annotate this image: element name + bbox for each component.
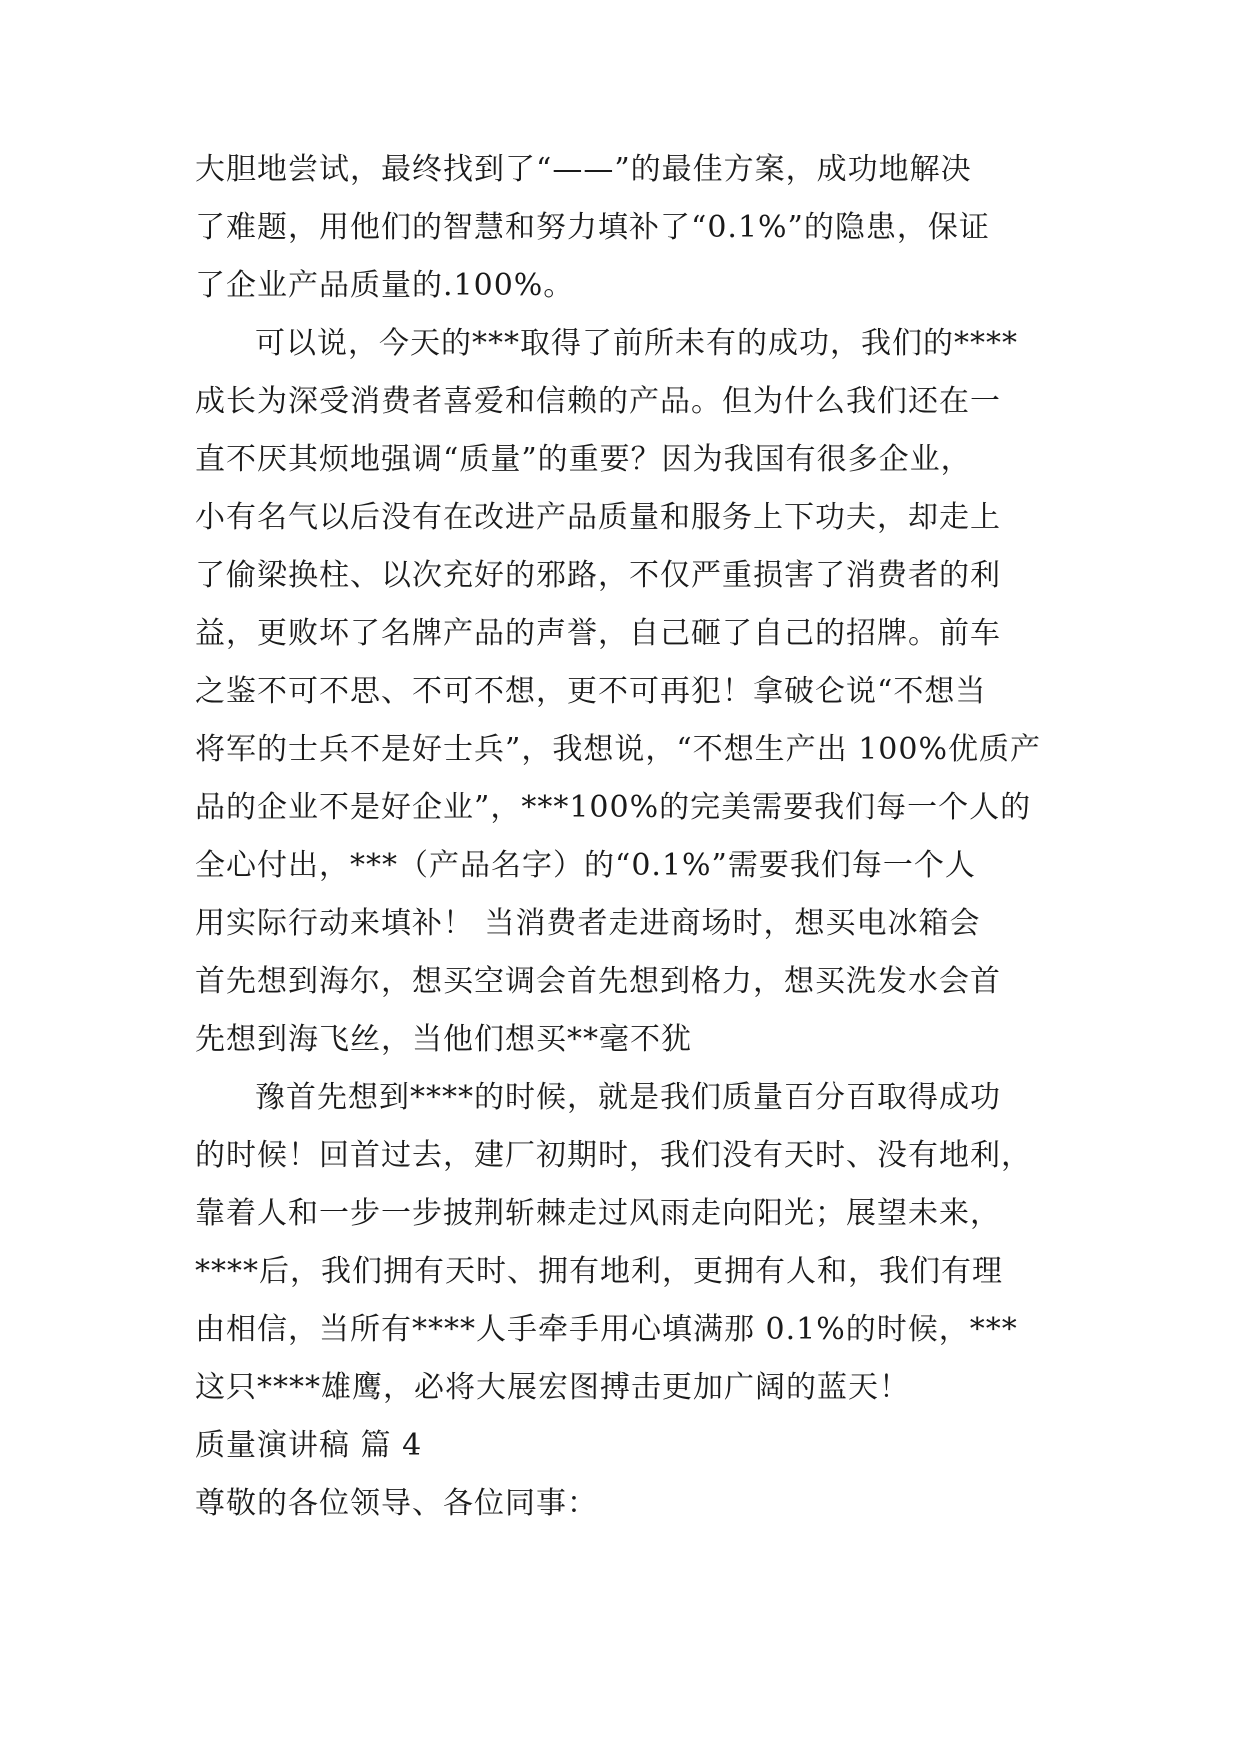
paragraph-line: 全心付出，***（产品名字）的“0.1%”需要我们每一个人 bbox=[195, 848, 976, 883]
paragraph-line: 这只****雄鹰，必将大展宏图搏击更加广阔的蓝天！ bbox=[195, 1370, 910, 1405]
paragraph-line: 用实际行动来填补！ 当消费者走进商场时，想买电冰箱会 bbox=[195, 906, 981, 941]
paragraph-line: 直不厌其烦地强调“质量”的重要？因为我国有很多企业， bbox=[195, 442, 972, 477]
paragraph-line: 了企业产品质量的.100%。 bbox=[195, 268, 575, 303]
paragraph-line: 先想到海飞丝，当他们想买**毫不犹 bbox=[195, 1022, 692, 1057]
paragraph-line: 之鉴不可不思、不可不想，更不可再犯！拿破仑说“不想当 bbox=[195, 674, 987, 709]
paragraph-line: 靠着人和一步一步披荆斩棘走过风雨走向阳光；展望未来， bbox=[195, 1196, 1001, 1231]
paragraph-line: 可以说，今天的***取得了前所未有的成功，我们的**** bbox=[255, 326, 1018, 361]
paragraph-line: 成长为深受消费者喜爱和信赖的产品。但为什么我们还在一 bbox=[195, 384, 1001, 419]
paragraph-line: 将军的士兵不是好士兵”，我想说，“不想生产出 100%优质产 bbox=[195, 732, 1041, 767]
paragraph-line: 了偷梁换柱、以次充好的邪路，不仅严重损害了消费者的利 bbox=[195, 558, 1001, 593]
paragraph-line: 首先想到海尔，想买空调会首先想到格力，想买洗发水会首 bbox=[195, 964, 1001, 999]
paragraph-line: 豫首先想到****的时候，就是我们质量百分百取得成功 bbox=[255, 1080, 1001, 1115]
paragraph-line: 大胆地尝试，最终找到了“——”的最佳方案，成功地解决 bbox=[195, 152, 972, 187]
paragraph-line: 由相信，当所有****人手牵手用心填满那 0.1%的时候，*** bbox=[195, 1312, 1018, 1347]
section-heading: 质量演讲稿 篇 4 bbox=[195, 1428, 423, 1463]
salutation: 尊敬的各位领导、各位同事： bbox=[195, 1486, 598, 1521]
paragraph-line: 益，更败坏了名牌产品的声誉，自己砸了自己的招牌。前车 bbox=[195, 616, 1001, 651]
paragraph-line: 小有名气以后没有在改进产品质量和服务上下功夫，却走上 bbox=[195, 500, 1001, 535]
paragraph-line: 的时候！回首过去，建厂初期时，我们没有天时、没有地利， bbox=[195, 1138, 1032, 1173]
paragraph-line: 了难题，用他们的智慧和努力填补了“0.1%”的隐患，保证 bbox=[195, 210, 990, 245]
paragraph-line: ****后，我们拥有天时、拥有地利，更拥有人和，我们有理 bbox=[195, 1254, 1003, 1289]
paragraph-line: 品的企业不是好企业”，***100%的完美需要我们每一个人的 bbox=[195, 790, 1032, 825]
